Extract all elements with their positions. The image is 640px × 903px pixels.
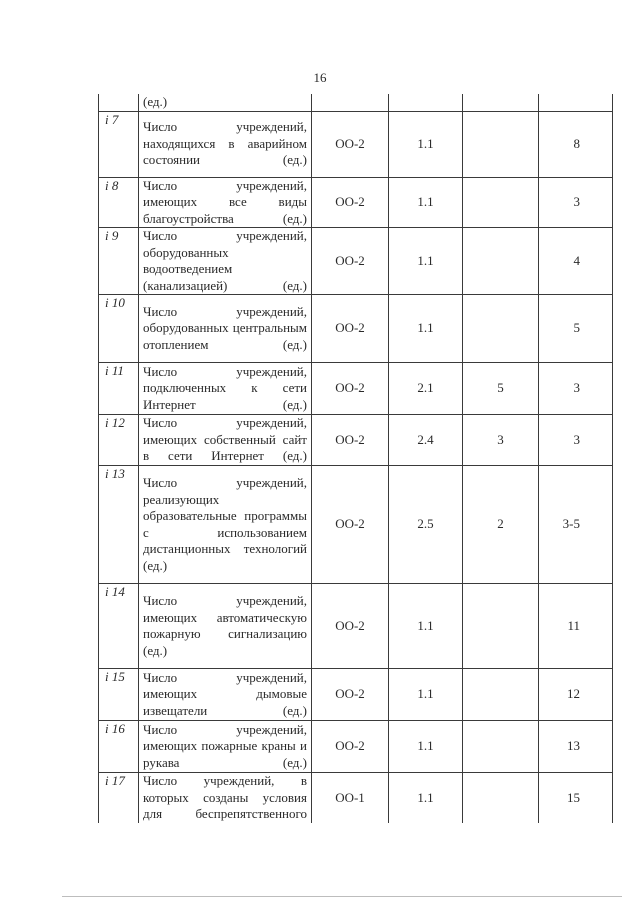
form-cell — [312, 94, 389, 111]
table-row — [99, 295, 613, 363]
row-number-cell: i 13 — [99, 466, 139, 584]
value-cell-5: 2 — [463, 466, 539, 584]
form-cell: ОО-2 — [312, 584, 389, 669]
section-cell: 1.1 — [389, 669, 463, 721]
table-row — [99, 415, 613, 466]
row-number-cell: i 12 — [99, 415, 139, 466]
form-cell: ОО-2 — [312, 721, 389, 773]
value-cell-5 — [463, 669, 539, 721]
value-cell-6 — [539, 94, 613, 111]
value-cell-6: 5 — [539, 295, 613, 363]
row-number-cell: i 16 — [99, 721, 139, 773]
indicator-name-cell: Число учреждений, в которых созданы условия для беспрепятственного — [139, 773, 312, 823]
value-cell-6: 4 — [539, 228, 613, 295]
section-cell: 1.1 — [389, 721, 463, 773]
value-cell-6: 3-5 — [539, 466, 613, 584]
row-number-cell: i 7 — [99, 111, 139, 177]
indicator-name-cell: Число учреждений, имеющих автоматическую пожарную сигнализацию (ед.) — [139, 584, 312, 669]
section-cell: 1.1 — [389, 584, 463, 669]
form-cell: ОО-2 — [312, 177, 389, 228]
indicator-name-cell: Число учреждений, имеющих собственный сайт в сети Интернет (ед.) — [139, 415, 312, 466]
form-cell: ОО-2 — [312, 466, 389, 584]
row-number-cell: i 15 — [99, 669, 139, 721]
row-number-cell: i 14 — [99, 584, 139, 669]
form-cell: ОО-2 — [312, 363, 389, 415]
indicator-name-cell: Число учреждений, имеющих пожарные краны и рукава (ед.) — [139, 721, 312, 773]
section-cell: 2.4 — [389, 415, 463, 466]
section-cell: 1.1 — [389, 773, 463, 823]
row-number-cell: i 17 — [99, 773, 139, 823]
table-row — [99, 363, 613, 415]
indicator-name-cell: Число учреждений, оборудованных водоотведением (канализацией) (ед.) — [139, 228, 312, 295]
section-cell: 2.1 — [389, 363, 463, 415]
table-row — [99, 111, 613, 177]
value-cell-6: 11 — [539, 584, 613, 669]
value-cell-5 — [463, 295, 539, 363]
value-cell-5 — [463, 111, 539, 177]
row-number-cell: i 10 — [99, 295, 139, 363]
indicator-name-cell: Число учреждений, имеющих дымовые извещатели (ед.) — [139, 669, 312, 721]
form-cell: ОО-1 — [312, 773, 389, 823]
indicator-name-cell: (ед.) — [139, 94, 312, 111]
section-cell — [389, 94, 463, 111]
row-number-cell — [99, 94, 139, 111]
section-cell: 1.1 — [389, 111, 463, 177]
indicator-name-cell: Число учреждений, оборудованных центральным отоплением (ед.) — [139, 295, 312, 363]
indicator-name-cell: Число учреждений, находящихся в аварийном состоянии (ед.) — [139, 111, 312, 177]
value-cell-5: 5 — [463, 363, 539, 415]
table-row — [99, 669, 613, 721]
page-bottom-divider — [62, 896, 622, 897]
indicator-name-cell: Число учреждений, имеющих все виды благоустройства (ед.) — [139, 177, 312, 228]
table-row — [99, 773, 613, 823]
value-cell-5: 3 — [463, 415, 539, 466]
value-cell-6: 12 — [539, 669, 613, 721]
form-cell: ОО-2 — [312, 228, 389, 295]
value-cell-5 — [463, 94, 539, 111]
value-cell-6: 3 — [539, 177, 613, 228]
table-row — [99, 721, 613, 773]
table-row — [99, 94, 613, 111]
value-cell-5 — [463, 584, 539, 669]
table-row — [99, 177, 613, 228]
row-number-cell: i 11 — [99, 363, 139, 415]
table-row — [99, 584, 613, 669]
indicator-table — [98, 94, 613, 823]
section-cell: 1.1 — [389, 228, 463, 295]
section-cell: 1.1 — [389, 295, 463, 363]
value-cell-5 — [463, 721, 539, 773]
value-cell-6: 8 — [539, 111, 613, 177]
section-cell: 1.1 — [389, 177, 463, 228]
page-number: 16 — [313, 70, 327, 85]
table-row — [99, 466, 613, 584]
row-number-cell: i 8 — [99, 177, 139, 228]
value-cell-5 — [463, 773, 539, 823]
value-cell-5 — [463, 177, 539, 228]
table-row — [99, 228, 613, 295]
form-cell: ОО-2 — [312, 669, 389, 721]
indicator-name-cell: Число учреждений, подключенных к сети Интернет (ед.) — [139, 363, 312, 415]
row-number-cell: i 9 — [99, 228, 139, 295]
value-cell-6: 3 — [539, 415, 613, 466]
value-cell-6: 3 — [539, 363, 613, 415]
indicator-name-cell: Число учреждений, реализующих образовательные программы с использованием дистанционных технологий (ед.) — [139, 466, 312, 584]
value-cell-6: 13 — [539, 721, 613, 773]
value-cell-6: 15 — [539, 773, 613, 823]
form-cell: ОО-2 — [312, 295, 389, 363]
form-cell: ОО-2 — [312, 111, 389, 177]
form-cell: ОО-2 — [312, 415, 389, 466]
indicator-table-wrapper — [98, 94, 612, 823]
value-cell-5 — [463, 228, 539, 295]
section-cell: 2.5 — [389, 466, 463, 584]
